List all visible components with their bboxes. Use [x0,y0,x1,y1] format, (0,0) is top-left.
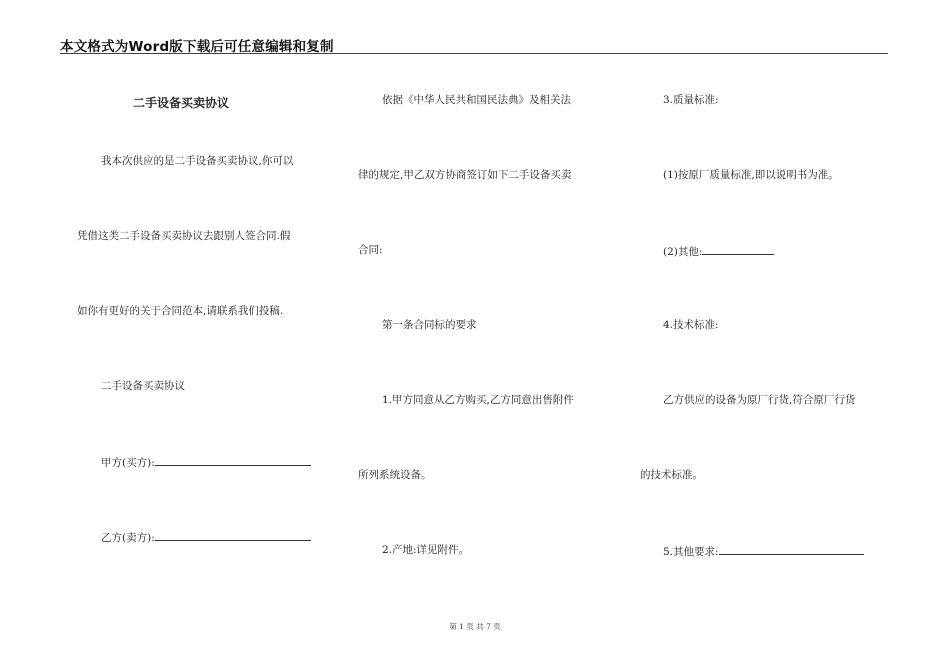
col1-paragraph-line-2: 凭借这类二手设备买卖协议去跟别人签合同.假 [77,230,291,242]
item-5-line [663,543,864,559]
item-3-1: (1)按原厂质量标准,即以说明书为准。 [663,169,839,181]
col2-intro-line-2: 律的规定,甲乙双方协商签订如下二手设备买卖 [358,169,572,181]
item-3-2-label: (2)其他: [663,246,703,258]
item-1-line-2: 所列系统设备。 [358,469,432,481]
col2-intro-line-3: 合同: [358,244,383,256]
item-5-blank [719,543,864,555]
item-3-2-line [663,243,774,259]
document-title: 二手设备买卖协议 [133,96,230,110]
item-4-line-2: 的技术标准。 [640,469,703,481]
header-title: 本文格式为Word版下载后可任意编辑和复制 [60,39,334,55]
item-3-heading: 3.质量标准: [663,94,719,106]
col1-subtitle: 二手设备买卖协议 [101,380,185,392]
page-number: 第 1 页 共 7 页 [449,622,501,631]
item-4-line-1: 乙方供应的设备为原厂行货,符合原厂行货 [663,394,856,406]
item-1-line-1: 1.甲方同意从乙方购买,乙方同意出售附件 [382,394,574,406]
party-b-label: 乙方(卖方): [101,532,155,544]
item-4-heading: 4.技术标准: [663,319,719,331]
item-5-label: 5.其他要求: [663,546,719,558]
header-divider [60,53,888,54]
party-b-blank [155,529,311,541]
party-a-blank [155,454,311,466]
party-b-line [101,529,311,545]
party-a-label: 甲方(买方): [101,457,155,469]
col1-paragraph-line-3: 如你有更好的关于合同范本,请联系我们投稿. [77,305,284,317]
col1-paragraph-line-1: 我本次供应的是二手设备买卖协议,你可以 [101,155,294,167]
party-a-line [101,454,311,470]
col2-intro-line-1: 依据《中华人民共和国民法典》及相关法 [382,94,571,106]
item-2: 2.产地:详见附件。 [382,544,470,556]
article-1-heading: 第一条合同标的要求 [382,319,477,331]
item-3-2-blank [702,243,774,255]
